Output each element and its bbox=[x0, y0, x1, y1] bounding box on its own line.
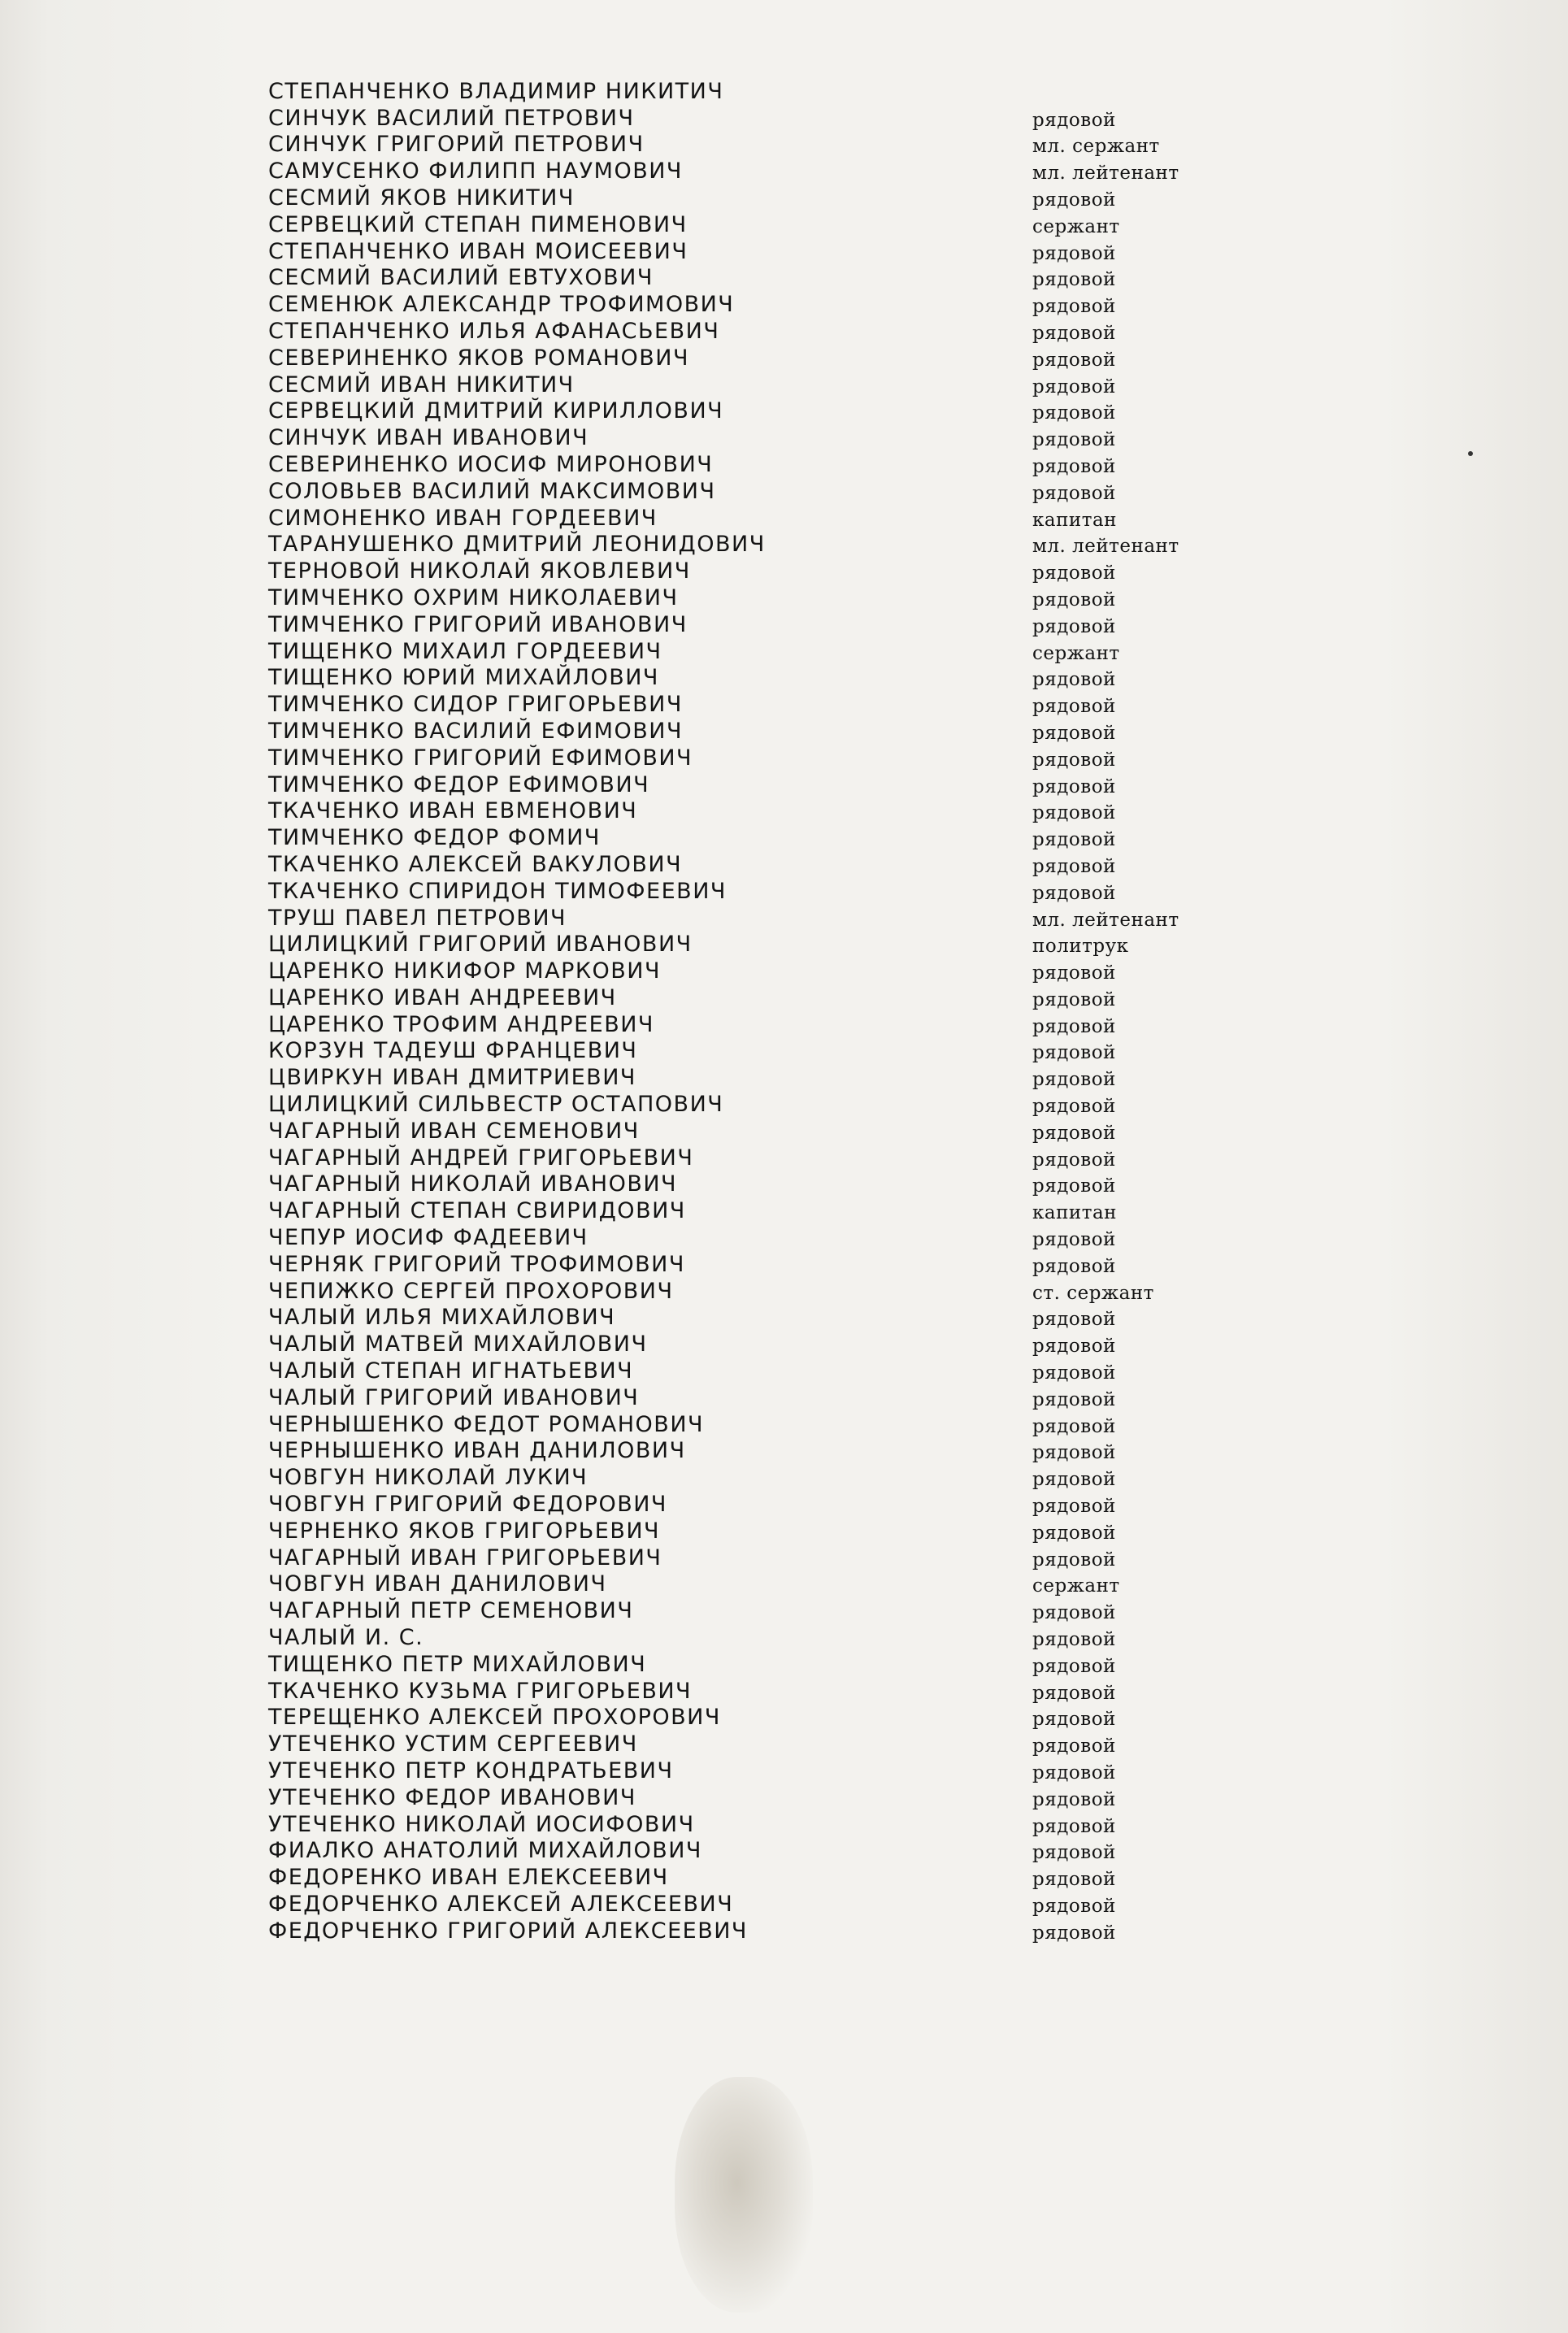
person-name: СЕСМИЙ ЯКОВ НИКИТИЧ bbox=[268, 185, 575, 211]
person-name: ЦАРЕНКО НИКИФОР МАРКОВИЧ bbox=[268, 958, 662, 984]
military-rank: рядовой bbox=[1032, 1255, 1116, 1277]
roster-row bbox=[268, 1250, 1244, 1277]
military-rank: рядовой bbox=[1032, 1522, 1116, 1544]
roster-row bbox=[268, 1810, 1244, 1837]
roster-row bbox=[268, 877, 1244, 904]
military-rank: рядовой bbox=[1032, 749, 1116, 771]
roster-row bbox=[268, 1490, 1244, 1517]
military-rank: рядовой bbox=[1032, 1815, 1116, 1837]
military-rank: рядовой bbox=[1032, 429, 1116, 451]
roster-row bbox=[268, 690, 1244, 717]
person-name: ЧАГАРНЫЙ ИВАН ГРИГОРЬЕВИЧ bbox=[268, 1544, 662, 1571]
military-rank: сержант bbox=[1032, 215, 1120, 237]
military-rank: рядовой bbox=[1032, 1709, 1116, 1731]
roster-row bbox=[268, 717, 1244, 744]
person-name: ТИМЧЕНКО ВАСИЛИЙ ЕФИМОВИЧ bbox=[268, 718, 683, 744]
military-rank: рядовой bbox=[1032, 962, 1116, 984]
person-name: ТИМЧЕНКО ФЕДОР ЕФИМОВИЧ bbox=[268, 771, 650, 797]
military-rank: рядовой bbox=[1032, 1842, 1116, 1864]
person-name: УТЕЧЕНКО ФЕДОР ИВАНОВИЧ bbox=[268, 1784, 636, 1810]
person-name: СЕСМИЙ ИВАН НИКИТИЧ bbox=[268, 371, 575, 398]
military-rank: рядовой bbox=[1032, 1469, 1116, 1491]
person-name: ТИМЧЕНКО ФЕДОР ФОМИЧ bbox=[268, 825, 601, 851]
military-rank: рядовой bbox=[1032, 349, 1116, 371]
roster-row bbox=[268, 344, 1244, 371]
person-name: СТЕПАНЧЕНКО ИВАН МОИСЕЕВИЧ bbox=[268, 238, 688, 264]
military-rank: рядовой bbox=[1032, 1762, 1116, 1783]
person-name: ЧЕПУР ИОСИФ ФАДЕЕВИЧ bbox=[268, 1225, 589, 1251]
person-name: ЧОВГУН НИКОЛАЙ ЛУКИЧ bbox=[268, 1465, 589, 1491]
military-rank: рядовой bbox=[1032, 589, 1116, 610]
military-rank: рядовой bbox=[1032, 1096, 1116, 1118]
roster-row bbox=[268, 1304, 1244, 1331]
military-rank: рядовой bbox=[1032, 1869, 1116, 1891]
military-rank: рядовой bbox=[1032, 1069, 1116, 1091]
military-rank: рядовой bbox=[1032, 1895, 1116, 1917]
person-name: ЧЕРНЯК ГРИГОРИЙ ТРОФИМОВИЧ bbox=[268, 1251, 685, 1277]
person-name: СИНЧУК ИВАН ИВАНОВИЧ bbox=[268, 425, 589, 451]
roster-row bbox=[268, 1597, 1244, 1623]
person-name: ТИМЧЕНКО ГРИГОРИЙ ИВАНОВИЧ bbox=[268, 611, 688, 637]
person-name: ТИЩЕНКО ЮРИЙ МИХАЙЛОВИЧ bbox=[268, 665, 659, 691]
roster-row bbox=[268, 1650, 1244, 1677]
person-name: СИМОНЕНКО ИВАН ГОРДЕЕВИЧ bbox=[268, 505, 658, 531]
roster-row bbox=[268, 823, 1244, 850]
military-rank: рядовой bbox=[1032, 829, 1116, 851]
person-name: ТКАЧЕНКО ИВАН ЕВМЕНОВИЧ bbox=[268, 798, 638, 824]
roster-row bbox=[268, 1197, 1244, 1223]
roster-row bbox=[268, 184, 1244, 211]
person-name: ТКАЧЕНКО АЛЕКСЕЙ ВАКУЛОВИЧ bbox=[268, 851, 683, 877]
military-rank: рядовой bbox=[1032, 189, 1116, 211]
roster-row bbox=[268, 1917, 1244, 1944]
military-rank: рядовой bbox=[1032, 1788, 1116, 1810]
person-name: ЧАГАРНЫЙ ПЕТР СЕМЕНОВИЧ bbox=[268, 1598, 634, 1624]
person-name: СЕМЕНЮК АЛЕКСАНДР ТРОФИМОВИЧ bbox=[268, 292, 735, 318]
military-rank: сержант bbox=[1032, 642, 1120, 664]
person-name: СЕРВЕЦКИЙ ДМИТРИЙ КИРИЛЛОВИЧ bbox=[268, 398, 724, 424]
roster-row bbox=[268, 317, 1244, 344]
roster-row bbox=[268, 1517, 1244, 1544]
roster-row bbox=[268, 557, 1244, 584]
military-rank: рядовой bbox=[1032, 322, 1116, 344]
person-name: ЧОВГУН ИВАН ДАНИЛОВИЧ bbox=[268, 1571, 607, 1597]
military-rank: рядовой bbox=[1032, 1682, 1116, 1704]
person-name: ТКАЧЕНКО КУЗЬМА ГРИГОРЬЕВИЧ bbox=[268, 1678, 693, 1704]
military-rank: рядовой bbox=[1032, 1496, 1116, 1518]
military-rank: рядовой bbox=[1032, 802, 1116, 824]
military-rank: мл. лейтенант bbox=[1032, 909, 1179, 931]
roster-row bbox=[268, 984, 1244, 1010]
person-name: ЧАЛЫЙ ГРИГОРИЙ ИВАНОВИЧ bbox=[268, 1384, 640, 1410]
military-rank: рядовой bbox=[1032, 269, 1116, 291]
person-name: ТРУШ ПАВЕЛ ПЕТРОВИЧ bbox=[268, 905, 567, 931]
roster-row bbox=[268, 424, 1244, 450]
roster-row bbox=[268, 157, 1244, 184]
ink-speck bbox=[1468, 451, 1473, 456]
person-name: ТИЩЕНКО МИХАИЛ ГОРДЕЕВИЧ bbox=[268, 638, 662, 664]
military-rank: рядовой bbox=[1032, 775, 1116, 797]
roster-row bbox=[268, 398, 1244, 424]
roster-row bbox=[268, 1037, 1244, 1064]
person-name: ЦИЛИЦКИЙ ГРИГОРИЙ ИВАНОВИЧ bbox=[268, 932, 693, 958]
roster-row bbox=[268, 1144, 1244, 1171]
military-rank: мл. лейтенант bbox=[1032, 163, 1179, 185]
roster-row bbox=[268, 1544, 1244, 1571]
military-rank: рядовой bbox=[1032, 455, 1116, 477]
military-rank: капитан bbox=[1032, 1202, 1118, 1224]
roster-row bbox=[268, 1623, 1244, 1650]
military-rank: рядовой bbox=[1032, 1655, 1116, 1677]
military-rank: рядовой bbox=[1032, 376, 1116, 398]
roster-row bbox=[268, 904, 1244, 931]
roster-row bbox=[268, 957, 1244, 984]
military-rank: сержант bbox=[1032, 1575, 1120, 1597]
roster-row bbox=[268, 77, 1244, 104]
person-name: ТИМЧЕНКО ГРИГОРИЙ ЕФИМОВИЧ bbox=[268, 745, 693, 771]
person-name: УТЕЧЕНКО НИКОЛАЙ ИОСИФОВИЧ bbox=[268, 1811, 695, 1837]
military-rank: мл. лейтенант bbox=[1032, 536, 1179, 558]
roster-row bbox=[268, 131, 1244, 158]
person-name: СОЛОВЬЕВ ВАСИЛИЙ МАКСИМОВИЧ bbox=[268, 478, 716, 504]
military-rank: капитан bbox=[1032, 509, 1118, 531]
roster-row bbox=[268, 237, 1244, 264]
person-name: ТКАЧЕНКО СПИРИДОН ТИМОФЕЕВИЧ bbox=[268, 878, 727, 904]
person-name: СИНЧУК ВАСИЛИЙ ПЕТРОВИЧ bbox=[268, 105, 635, 131]
person-name: СЕВЕРИНЕНКО ЯКОВ РОМАНОВИЧ bbox=[268, 345, 690, 371]
military-rank: рядовой bbox=[1032, 1922, 1116, 1944]
person-name: СЕВЕРИНЕНКО ИОСИФ МИРОНОВИЧ bbox=[268, 451, 714, 477]
person-name: СИНЧУК ГРИГОРИЙ ПЕТРОВИЧ bbox=[268, 132, 645, 158]
person-name: ЦАРЕНКО ИВАН АНДРЕЕВИЧ bbox=[268, 984, 617, 1010]
military-rank: рядовой bbox=[1032, 855, 1116, 877]
roster-row bbox=[268, 1277, 1244, 1304]
roster-row bbox=[268, 1223, 1244, 1250]
roster-row bbox=[268, 1384, 1244, 1410]
person-name: ЦВИРКУН ИВАН ДМИТРИЕВИЧ bbox=[268, 1065, 636, 1091]
person-name: КОРЗУН ТАДЕУШ ФРАНЦЕВИЧ bbox=[268, 1038, 638, 1064]
roster-row bbox=[268, 610, 1244, 637]
person-name: СЕРВЕЦКИЙ СТЕПАН ПИМЕНОВИЧ bbox=[268, 211, 688, 237]
military-rank: рядовой bbox=[1032, 1415, 1116, 1437]
person-name: ЦАРЕНКО ТРОФИМ АНДРЕЕВИЧ bbox=[268, 1011, 654, 1037]
military-rank: политрук bbox=[1032, 936, 1129, 958]
person-name: ТАРАНУШЕНКО ДМИТРИЙ ЛЕОНИДОВИЧ bbox=[268, 532, 766, 558]
military-rank: рядовой bbox=[1032, 1442, 1116, 1464]
roster-row bbox=[268, 1571, 1244, 1597]
roster-row bbox=[268, 1730, 1244, 1757]
roster-row bbox=[268, 797, 1244, 824]
person-name: ФЕДОРЕНКО ИВАН ЕЛЕКСЕЕВИЧ bbox=[268, 1865, 669, 1891]
person-name: ЧЕРНЫШЕНКО ИВАН ДАНИЛОВИЧ bbox=[268, 1438, 686, 1464]
military-rank: рядовой bbox=[1032, 1736, 1116, 1757]
person-name: ЧЕПИЖКО СЕРГЕЙ ПРОХОРОВИЧ bbox=[268, 1278, 674, 1304]
roster-row bbox=[268, 477, 1244, 504]
military-rank: рядовой bbox=[1032, 882, 1116, 904]
military-rank: рядовой bbox=[1032, 1309, 1116, 1331]
person-name: ЧАЛЫЙ ИЛЬЯ МИХАЙЛОВИЧ bbox=[268, 1305, 616, 1331]
person-name: ЧАЛЫЙ СТЕПАН ИГНАТЬЕВИЧ bbox=[268, 1358, 634, 1384]
military-rank: рядовой bbox=[1032, 696, 1116, 718]
person-name: СЕСМИЙ ВАСИЛИЙ ЕВТУХОВИЧ bbox=[268, 265, 654, 291]
military-rank: рядовой bbox=[1032, 1336, 1116, 1358]
military-rank: рядовой bbox=[1032, 615, 1116, 637]
person-name: САМУСЕНКО ФИЛИПП НАУМОВИЧ bbox=[268, 159, 683, 185]
roster-row bbox=[268, 931, 1244, 958]
roster-row bbox=[268, 1677, 1244, 1704]
roster-row bbox=[268, 744, 1244, 771]
person-name: ЧАГАРНЫЙ СТЕПАН СВИРИДОВИЧ bbox=[268, 1198, 686, 1224]
roster-row bbox=[268, 1837, 1244, 1864]
roster-row bbox=[268, 290, 1244, 317]
person-name: ТЕРЕЩЕНКО АЛЕКСЕЙ ПРОХОРОВИЧ bbox=[268, 1705, 721, 1731]
military-rank: рядовой bbox=[1032, 1388, 1116, 1410]
roster-row bbox=[268, 1171, 1244, 1197]
roster-row bbox=[268, 850, 1244, 877]
roster-row bbox=[268, 637, 1244, 664]
person-name: ФИАЛКО АНАТОЛИЙ МИХАЙЛОВИЧ bbox=[268, 1838, 702, 1864]
military-rank: рядовой bbox=[1032, 482, 1116, 504]
person-name: УТЕЧЕНКО ПЕТР КОНДРАТЬЕВИЧ bbox=[268, 1758, 674, 1783]
military-rank: рядовой bbox=[1032, 1149, 1116, 1171]
paper-stain bbox=[675, 2077, 813, 2313]
person-name: СТЕПАНЧЕНКО ВЛАДИМИР НИКИТИЧ bbox=[268, 78, 724, 104]
military-rank: рядовой bbox=[1032, 109, 1116, 131]
military-rank: рядовой bbox=[1032, 242, 1116, 264]
roster-row bbox=[268, 371, 1244, 398]
roster-row bbox=[268, 1090, 1244, 1117]
person-name: ЧЕРНЫШЕНКО ФЕДОТ РОМАНОВИЧ bbox=[268, 1411, 705, 1437]
roster-row bbox=[268, 1437, 1244, 1464]
military-rank: рядовой bbox=[1032, 1015, 1116, 1037]
person-name: ТИЩЕНКО ПЕТР МИХАЙЛОВИЧ bbox=[268, 1651, 647, 1677]
military-rank: ст. сержант bbox=[1032, 1282, 1154, 1304]
person-name: ЧЕРНЕНКО ЯКОВ ГРИГОРЬЕВИЧ bbox=[268, 1518, 661, 1544]
military-rank: рядовой bbox=[1032, 988, 1116, 1010]
military-rank: рядовой bbox=[1032, 1229, 1116, 1251]
military-rank: рядовой bbox=[1032, 563, 1116, 584]
military-rank: рядовой bbox=[1032, 1602, 1116, 1624]
military-rank: рядовой bbox=[1032, 1122, 1116, 1144]
military-rank: рядовой bbox=[1032, 296, 1116, 318]
person-name: СТЕПАНЧЕНКО ИЛЬЯ АФАНАСЬЕВИЧ bbox=[268, 318, 720, 344]
roster-row bbox=[268, 1463, 1244, 1490]
person-name: ЧАЛЫЙ И. С. bbox=[268, 1625, 424, 1651]
roster-row bbox=[268, 1010, 1244, 1037]
roster-row bbox=[268, 1063, 1244, 1090]
person-name: ТЕРНОВОЙ НИКОЛАЙ ЯКОВЛЕВИЧ bbox=[268, 558, 691, 584]
roster-row bbox=[268, 264, 1244, 291]
military-rank: рядовой bbox=[1032, 722, 1116, 744]
roster-row bbox=[268, 1704, 1244, 1731]
roster-row bbox=[268, 584, 1244, 610]
person-name: ЧАГАРНЫЙ АНДРЕЙ ГРИГОРЬЕВИЧ bbox=[268, 1145, 694, 1171]
military-rank: рядовой bbox=[1032, 1042, 1116, 1064]
roster-row bbox=[268, 1357, 1244, 1384]
military-rank: рядовой bbox=[1032, 402, 1116, 424]
roster-row bbox=[268, 1410, 1244, 1437]
roster-row bbox=[268, 771, 1244, 797]
person-name: ЧАГАРНЫЙ НИКОЛАЙ ИВАНОВИЧ bbox=[268, 1171, 678, 1197]
person-name: ЦИЛИЦКИЙ СИЛЬВЕСТР ОСТАПОВИЧ bbox=[268, 1092, 724, 1118]
roster-list bbox=[268, 77, 1244, 1944]
roster-row bbox=[268, 1890, 1244, 1917]
person-name: ЧАГАРНЫЙ ИВАН СЕМЕНОВИЧ bbox=[268, 1118, 640, 1144]
roster-row bbox=[268, 1783, 1244, 1810]
roster-row bbox=[268, 1117, 1244, 1144]
roster-row bbox=[268, 531, 1244, 558]
person-name: ФЕДОРЧЕНКО АЛЕКСЕЙ АЛЕКСЕЕВИЧ bbox=[268, 1891, 734, 1917]
roster-row bbox=[268, 1757, 1244, 1783]
military-rank: рядовой bbox=[1032, 1549, 1116, 1571]
roster-row bbox=[268, 664, 1244, 691]
military-rank: рядовой bbox=[1032, 1362, 1116, 1384]
person-name: ЧАЛЫЙ МАТВЕЙ МИХАЙЛОВИЧ bbox=[268, 1332, 648, 1358]
military-rank: мл. сержант bbox=[1032, 136, 1160, 158]
roster-row bbox=[268, 450, 1244, 477]
person-name: ТИМЧЕНКО ОХРИМ НИКОЛАЕВИЧ bbox=[268, 584, 679, 610]
military-rank: рядовой bbox=[1032, 1629, 1116, 1651]
person-name: ЧОВГУН ГРИГОРИЙ ФЕДОРОВИЧ bbox=[268, 1492, 667, 1518]
person-name: ФЕДОРЧЕНКО ГРИГОРИЙ АЛЕКСЕЕВИЧ bbox=[268, 1918, 748, 1944]
roster-row bbox=[268, 1330, 1244, 1357]
military-rank: рядовой bbox=[1032, 1175, 1116, 1197]
roster-row bbox=[268, 104, 1244, 131]
roster-row bbox=[268, 211, 1244, 237]
roster-row bbox=[268, 504, 1244, 531]
person-name: УТЕЧЕНКО УСТИМ СЕРГЕЕВИЧ bbox=[268, 1731, 638, 1757]
person-name: ТИМЧЕНКО СИДОР ГРИГОРЬЕВИЧ bbox=[268, 692, 683, 718]
roster-row bbox=[268, 1863, 1244, 1890]
military-rank: рядовой bbox=[1032, 669, 1116, 691]
